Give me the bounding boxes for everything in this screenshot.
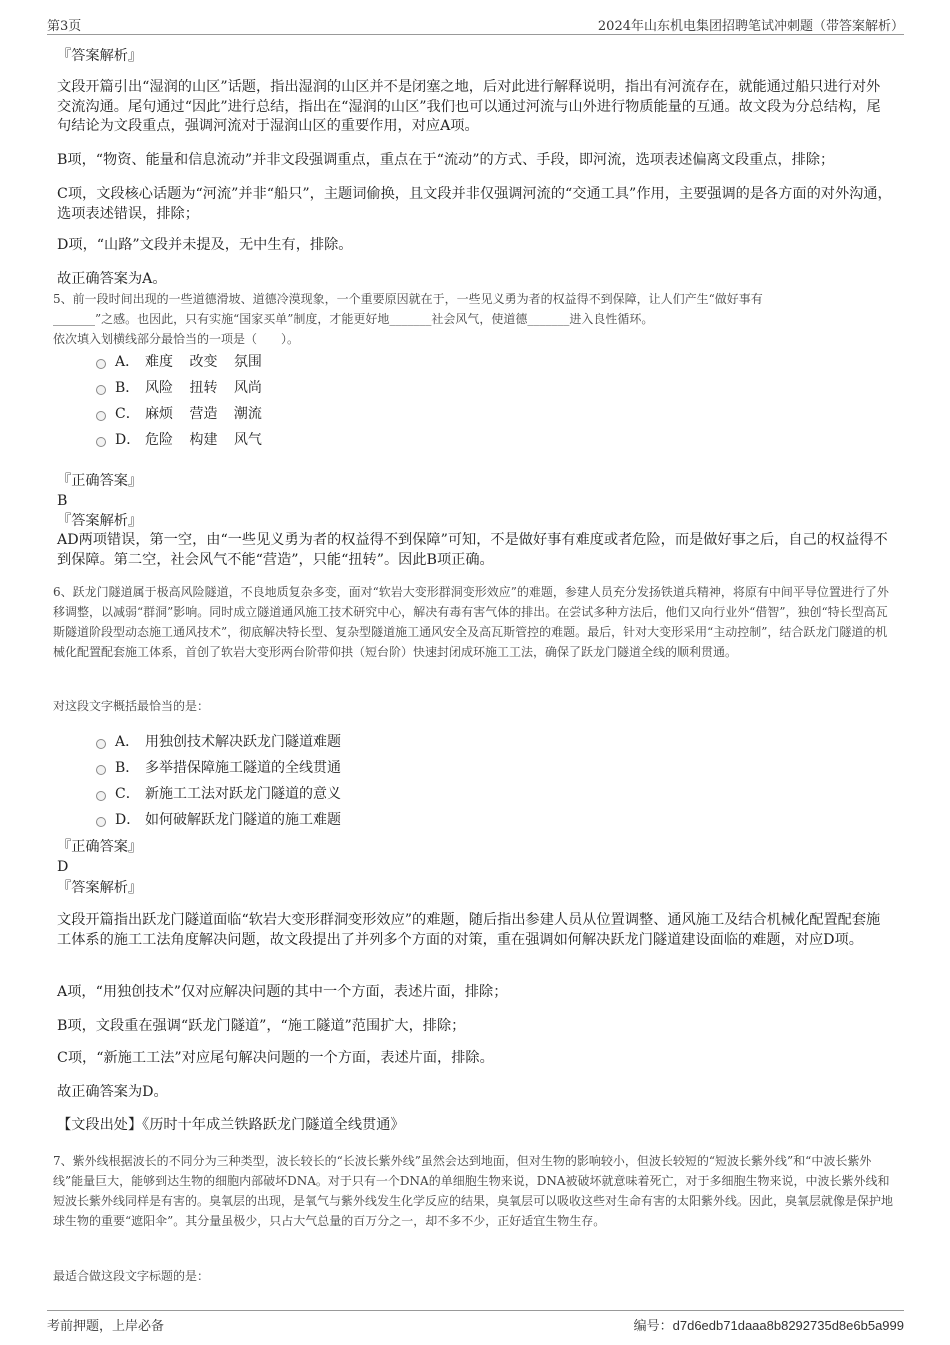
document-code-value: d7d6edb71daaa8b8292735d8e6b5a999 — [672, 1318, 904, 1333]
q5-option-d[interactable]: D． 危险 构建 风气 — [96, 430, 262, 450]
q4-conclusion: 故正确答案为A。 — [57, 271, 167, 287]
q6-option-b[interactable]: B． 多举措保障施工隧道的全线贯通 — [96, 758, 341, 778]
q4-analysis-main: 文段开篇引出“湿润的山区”话题，指出湿润的山区并不是闭塞之地，后对此进行解释说明，指出有河流存在，就能通过船只进行对外交流沟通。尾句通过“因此”进行总结，指出在“湿润的山区”我们也可以通过河流与山外进行物质能量的互通。故文段为分总结构，尾句结论为文段重点，强调河流对于湿润山区的重要作用，对应A项。 — [57, 79, 881, 134]
page-header — [47, 14, 904, 35]
q6-option-d[interactable]: D． 如何破解跃龙门隧道的施工难题 — [96, 810, 341, 830]
q6-source: 【文段出处】《历时十年成兰铁路跃龙门隧道全线贯通》 — [57, 1117, 405, 1133]
q4-analysis-option-b: B项，“物资、能量和信息流动”并非文段强调重点，重点在于“流动”的方式、手段，即河流，选项表述偏离文段重点，排除； — [57, 152, 835, 168]
radio-icon[interactable] — [96, 791, 106, 801]
q6-question: 对这段文字概括最恰当的是： — [53, 699, 210, 713]
radio-icon[interactable] — [96, 739, 106, 749]
q5-option-b[interactable]: B． 风险 扭转 风尚 — [96, 378, 262, 398]
q6-analysis-option-c: C项，“新施工工法”对应尾句解决问题的一个方面，表述片面，排除。 — [57, 1050, 494, 1066]
q6-option-c[interactable]: C． 新施工工法对跃龙门隧道的意义 — [96, 784, 341, 804]
radio-icon[interactable] — [96, 437, 106, 447]
q5-answer: B — [57, 493, 68, 509]
page-footer — [47, 1310, 904, 1334]
q7-question: 最适合做这段文字标题的是： — [53, 1269, 210, 1283]
q5-analysis: AD两项错误，第一空，由“一些见义勇为者的权益得不到保障”可知，不是做好事有难度或者危险，而是做好事之后，自己的权益得不到保障。第二空，社会风气不能“营造”，只能“扭转”。因此B项正确。 — [57, 532, 888, 568]
radio-icon[interactable] — [96, 817, 106, 827]
q5-answer-label: 『正确答案』 — [57, 473, 143, 489]
q6-analysis-option-b: B项，文段重在强调“跃龙门隧道”，“施工隧道”范围扩大，排除； — [57, 1018, 466, 1034]
document-code-label: 编号： — [633, 1318, 673, 1333]
q6-analysis-main: 文段开篇指出跃龙门隧道面临“软岩大变形群洞变形效应”的难题，随后指出参建人员从位置调整、通风施工及结合机械化配置配套施工体系的施工工法角度解决问题，故文段提出了并列多个方面的对策，重在强调如何解决跃龙门隧道建设面临的难题，对应D项。 — [57, 912, 881, 948]
q4-analysis-option-c: C项，文段核心话题为“河流”并非“船只”，主题词偷换，且文段并非仅强调河流的“交通工具”作用，主要强调的是各方面的对外沟通，选项表述错误，排除； — [57, 186, 892, 222]
q5-analysis-label: 『答案解析』 — [57, 513, 143, 529]
q5-option-a[interactable]: A． 难度 改变 氛围 — [96, 352, 262, 372]
page-number: 第3页 — [47, 19, 82, 34]
q6-stem: 6、跃龙门隧道属于极高风险隧道，不良地质复杂多变，面对“软岩大变形群洞变形效应”的难题，参建人员充分发扬铁道兵精神，将原有中间平导位置进行了外移调整，以减弱“群洞”影响。同时成立隧道通风施工技术研究中心，解决有毒有害气体的排出。在尝试多种方法后，他们又向行业外“借智”，独创“特长型高瓦斯隧道阶段型动态施工通风技术”，彻底解决特长型、复杂型隧道施工通风安全及高瓦斯管控的难题。最后，针对大变形采用“主动控制”，结合跃龙门隧道的机械化配置配套施工体系，首创了软岩大变形两台阶带仰拱（短台阶）快速封闭成环施工工法，确保了跃龙门隧道全线的顺利贯通。 — [53, 585, 889, 659]
q4-analysis-label: 『答案解析』 — [57, 48, 143, 64]
q6-answer-label: 『正确答案』 — [57, 839, 143, 855]
q5-option-c[interactable]: C． 麻烦 营造 潮流 — [96, 404, 262, 424]
q5-stem-question: 依次填入划横线部分最恰当的一项是（ ）。 — [53, 332, 300, 346]
document-code — [634, 1315, 904, 1334]
q7-stem: 7、紫外线根据波长的不同分为三种类型，波长较长的“长波长紫外线”虽然会达到地面，但对生物的影响较小，但波长较短的“短波长紫外线”和“中波长紫外线”能量巨大，能够到达生物的细胞内部破坏DNA。对于只有一个DNA的单细胞生物来说，DNA被破坏就意味着死亡，对于多细胞生物来说，中波长紫外线和短波长紫外线同样是有害的。臭氧层的出现，是氧气与紫外线发生化学反应的结果，臭氧层可以吸收这些对生命有害的太阳紫外线。因此，臭氧层就像是保护地球生物的重要“遮阳伞”。其分量虽极少，只占大气总量的百万分之一，却不多不少，正好适宜生物生存。 — [53, 1154, 894, 1228]
q6-analysis-option-a: A项，“用独创技术”仅对应解决问题的其中一个方面，表述片面，排除； — [57, 984, 508, 1000]
q6-analysis-label: 『答案解析』 — [57, 880, 143, 896]
q4-analysis-option-d: D项，“山路”文段并未提及，无中生有，排除。 — [57, 237, 353, 253]
q6-conclusion: 故正确答案为D。 — [57, 1084, 168, 1100]
radio-icon[interactable] — [96, 385, 106, 395]
document-title: 2024年山东机电集团招聘笔试冲刺题（带答案解析） — [597, 19, 904, 34]
radio-icon[interactable] — [96, 359, 106, 369]
q6-option-a[interactable]: A． 用独创技术解决跃龙门隧道难题 — [96, 732, 341, 752]
footer-slogan: 考前押题，上岸必备 — [47, 1319, 165, 1334]
radio-icon[interactable] — [96, 765, 106, 775]
radio-icon[interactable] — [96, 411, 106, 421]
q5-stem-line2: _______”之感。也因此，只有实施“国家买单”制度，才能更好地_______社会风气，使道德_______进入良性循环。 — [53, 312, 654, 326]
q6-answer: D — [57, 859, 69, 875]
q5-stem-line1: 5、前一段时间出现的一些道德滑坡、道德冷漠现象，一个重要原因就在于，一些见义勇为者的权益得不到保障，让人们产生“做好事有 — [53, 292, 763, 306]
